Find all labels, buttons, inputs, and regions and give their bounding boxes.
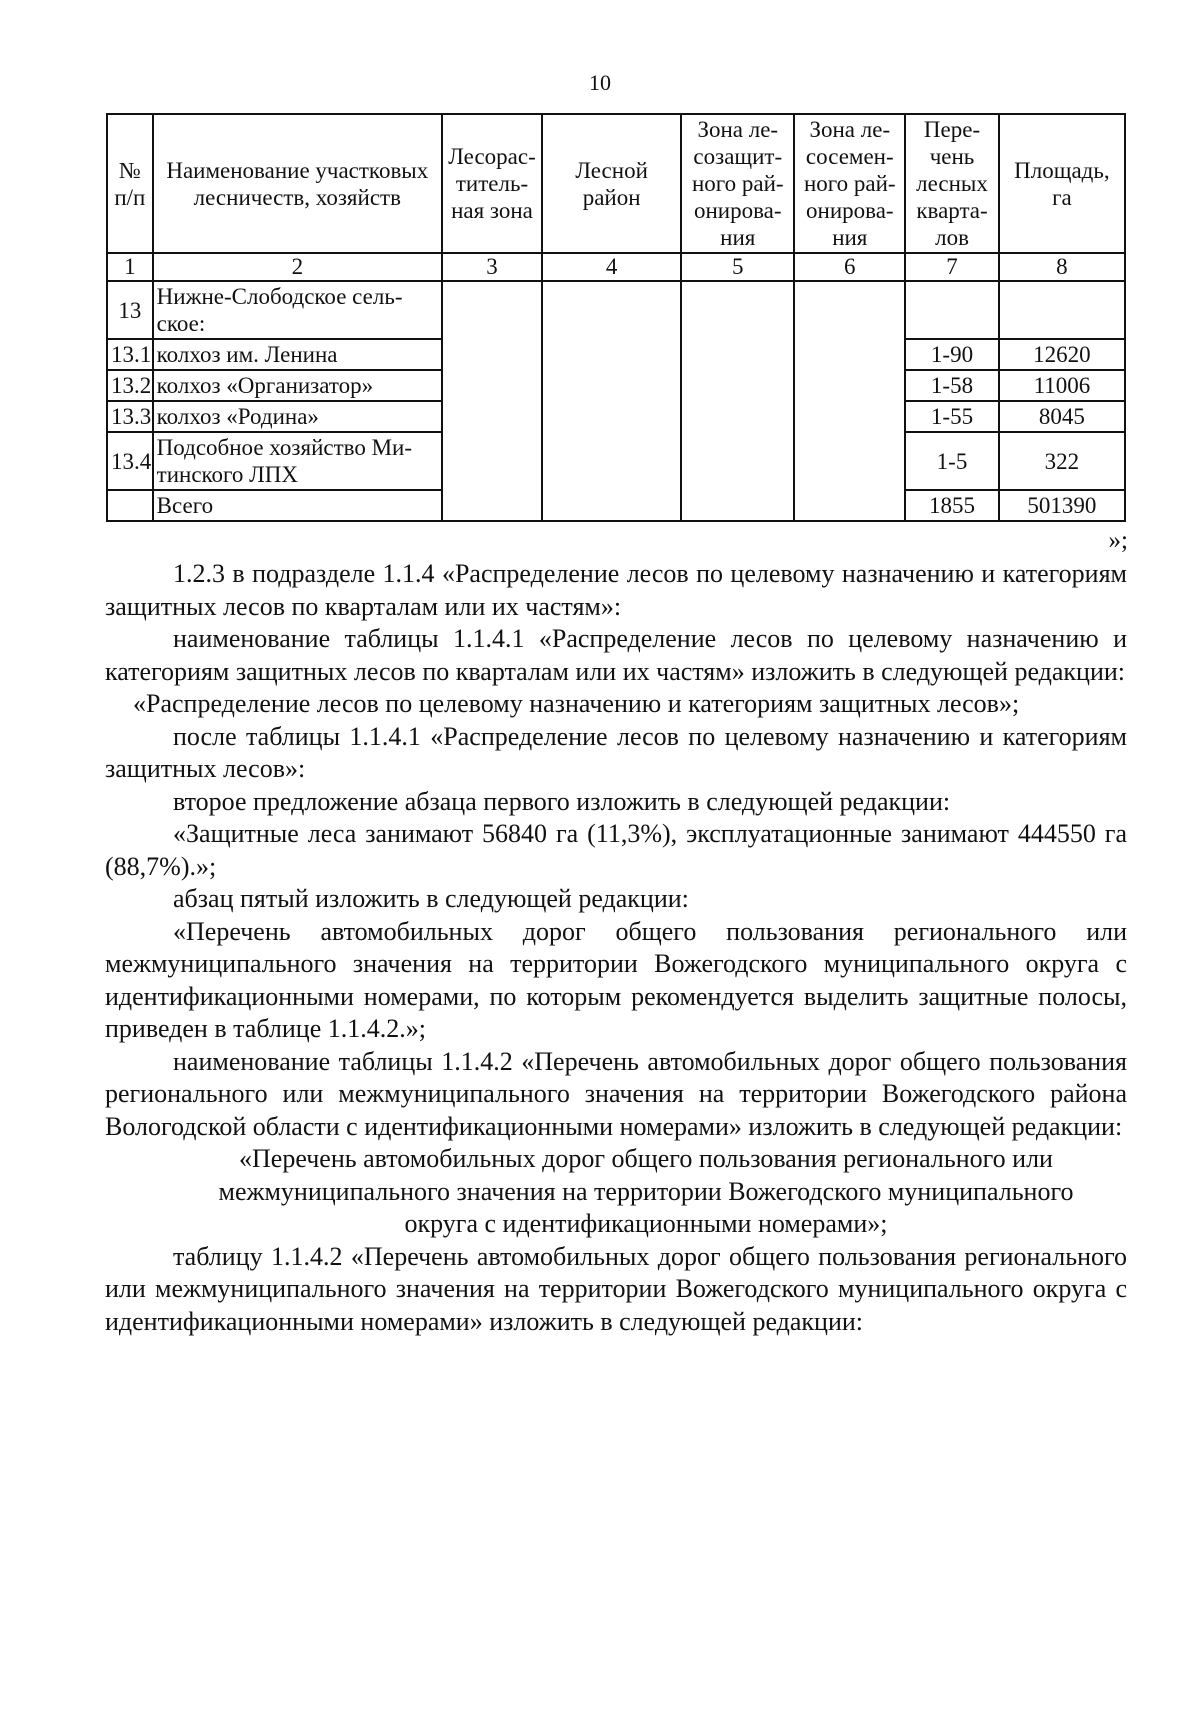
row-name: колхоз «Организатор»: [153, 370, 442, 401]
row-area: 11006: [999, 370, 1125, 401]
centered-title-line: округа с идентификационными номерами»;: [404, 1209, 888, 1238]
row-quarters: 1-55: [905, 401, 999, 432]
row-number: 13.4: [107, 432, 153, 490]
forest-table: [106, 113, 1126, 522]
row-area: 12620: [999, 339, 1125, 370]
row-area: [999, 281, 1125, 339]
row-number: 13.2: [107, 370, 153, 401]
row-number: 13.3: [107, 401, 153, 432]
paragraph: 1.2.3 в подразделе 1.1.4 «Распределение лесов по целевому назначению и категориям защитных лесов по кварталам или их частям»:: [105, 559, 1127, 621]
row-area: 322: [999, 432, 1125, 490]
row-quarters: 1855: [905, 490, 999, 521]
forest-seed-zone-cell: [794, 281, 905, 521]
row-quarters: 1-5: [905, 432, 999, 490]
row-area: 8045: [999, 401, 1125, 432]
paragraph: «Защитные леса занимают 56840 га (11,3%), эксплуатационные занимают 444550 га (88,7%).»;: [105, 819, 1127, 881]
column-number: 7: [905, 253, 999, 281]
column-number-row: [107, 253, 1125, 281]
row-name: Подсобное хозяйство Ми- тинского ЛПХ: [153, 432, 442, 490]
paragraph: «Перечень автомобильных дорог общего пользования регионального или межмуниципального значения на территории Вожегодского муниципального округа с идентификационными номерами, по которым рекомендуется выделить защитные полосы, приведен в таблице 1.1.4.2.»;: [105, 916, 1127, 1043]
table-row: [107, 281, 1125, 339]
row-quarters: 1-90: [905, 339, 999, 370]
paragraph: после таблицы 1.1.4.1 «Распределение лесов по целевому назначению и категориям защитных лесов»:: [105, 721, 1127, 783]
header-cell: № п/п: [107, 114, 153, 253]
header-cell: Лесной район: [542, 114, 681, 253]
column-number: 3: [442, 253, 542, 281]
paragraph: «Распределение лесов по целевому назначению и категориям защитных лесов»;: [133, 689, 1020, 718]
header-cell: Пере- чень лесных кварта- лов: [905, 114, 999, 253]
centered-title-line: «Перечень автомобильных дорог общего пользования регионального или: [239, 1144, 1053, 1173]
centered-title-line: межмуниципального значения на территории Вожегодского муниципального: [218, 1176, 1074, 1206]
page-number: 10: [589, 70, 611, 95]
row-name: Всего: [153, 490, 442, 521]
paragraph: абзац пятый изложить в следующей редакции:: [173, 884, 689, 913]
paragraph: второе предложение абзаца первого изложить в следующей редакции:: [173, 786, 951, 816]
row-name: колхоз «Родина»: [153, 401, 442, 432]
row-quarters: [905, 281, 999, 339]
row-number: [107, 490, 153, 521]
column-number: 2: [153, 253, 442, 281]
paragraph: таблицу 1.1.4.2 «Перечень автомобильных дорог общего пользования регионального или межмуниципального значения на территории Вожегодского муниципального округа с идентификационными номерами» изложить в следующей редакции:: [105, 1241, 1127, 1336]
column-number: 5: [681, 253, 794, 281]
row-area: 501390: [999, 490, 1125, 521]
forest-zone-cell: [442, 281, 542, 521]
forest-district-cell: [542, 281, 681, 521]
column-number: 6: [794, 253, 905, 281]
paragraph: наименование таблицы 1.1.4.2 «Перечень автомобильных дорог общего пользования регионального или межмуниципального значения на территории Вожегодского района Вологодской области с идентификационными номерами» изложить в следующей редакции:: [105, 1046, 1127, 1141]
header-cell: Лесорас- титель- ная зона: [442, 114, 542, 253]
row-name: Нижне-Слободское сель- ское:: [153, 281, 442, 339]
header-cell: Площадь, га: [999, 114, 1125, 253]
header-cell: Зона ле- сосемен- ного рай- онирова- ния: [794, 114, 905, 253]
row-name: колхоз им. Ленина: [153, 339, 442, 370]
header-cell: Зона ле- созащит- ного рай- онирова- ния: [681, 114, 794, 253]
paragraph: наименование таблицы 1.1.4.1 «Распределение лесов по целевому назначению и категориям защитных лесов по кварталам или их частям» изложить в следующей редакции:: [105, 624, 1127, 686]
row-quarters: 1-58: [905, 370, 999, 401]
header-cell: Наименование участковых лесничеств, хозяйств: [153, 114, 442, 253]
forest-protection-zone-cell: [681, 281, 794, 521]
table-closing-mark: »;: [1108, 527, 1128, 554]
document-body: [105, 558, 1127, 1338]
column-number: 8: [999, 253, 1125, 281]
row-number: 13: [107, 281, 153, 339]
column-number: 4: [542, 253, 681, 281]
table-header-row: [107, 114, 1125, 253]
column-number: 1: [107, 253, 153, 281]
row-number: 13.1: [107, 339, 153, 370]
